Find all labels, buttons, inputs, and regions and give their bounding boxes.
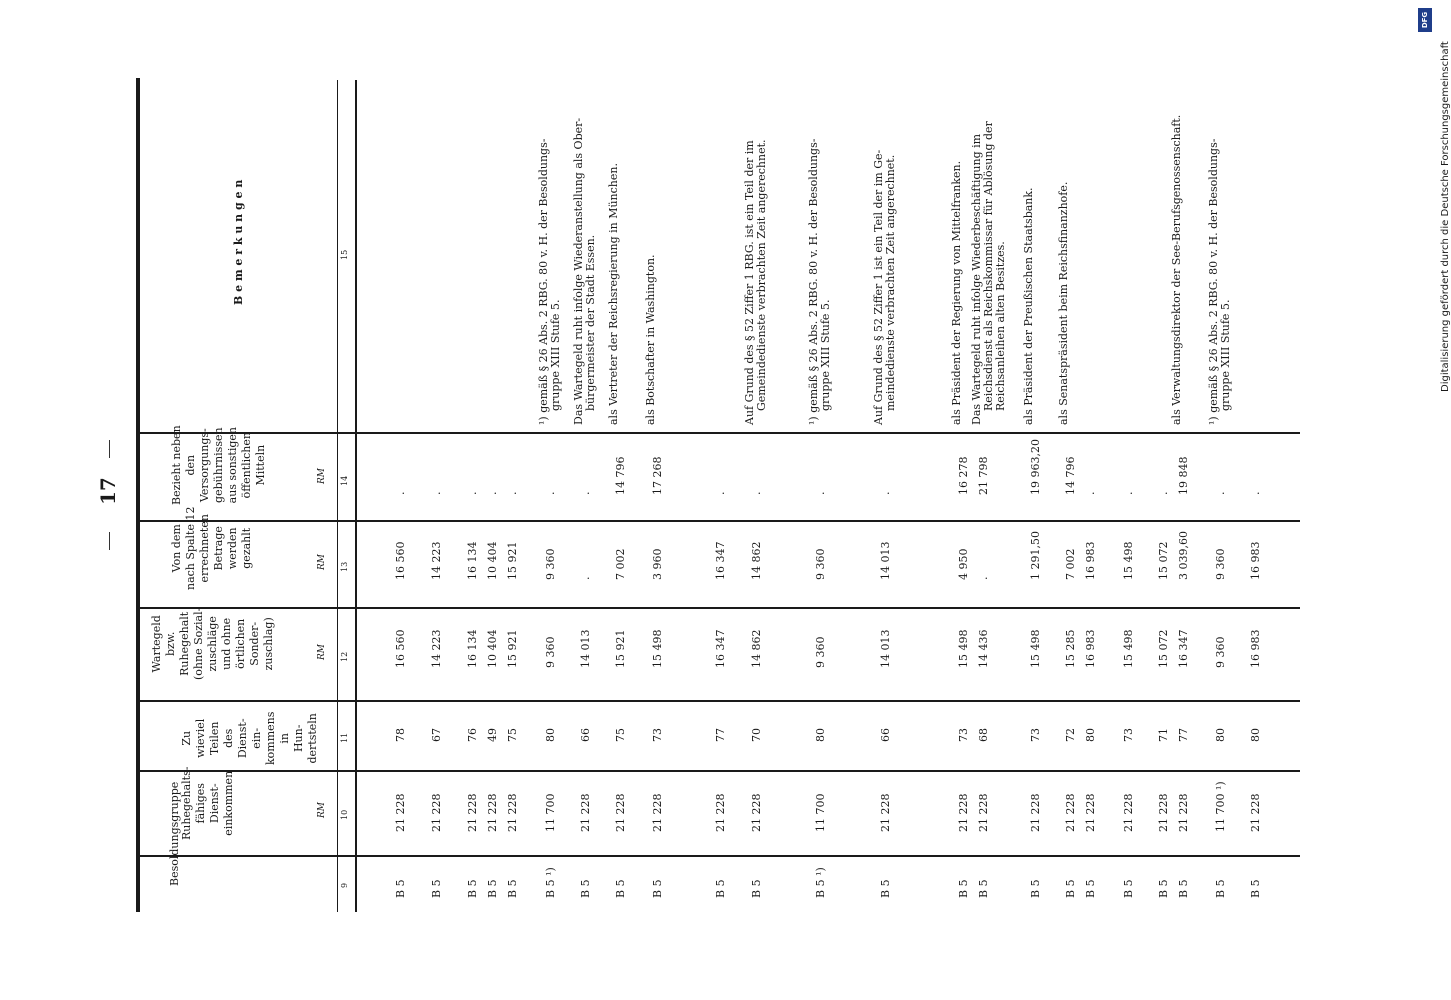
cell-gezahlt: 9 360 (1214, 548, 1227, 580)
column-separator (140, 607, 1300, 609)
cell-hundertsteln: 75 (506, 728, 519, 742)
cell-sonstige-mittel: 16 278 (957, 456, 970, 495)
header-sonstige-mittel: Bezieht neben den Versorgungs- gebührnissen aus sonstigen öffentlichen Mitteln (170, 425, 267, 505)
cell-dienst-einkommen: 21 228 (651, 793, 664, 832)
cell-bemerkung: ¹) gemäß § 26 Abs. 2 RBG. 80 v. H. der Besoldungs- gruppe XIII Stufe 5. (537, 138, 562, 425)
cell-wartegeld: 15 921 (614, 629, 627, 668)
cell-sonstige-mittel: . (879, 491, 892, 495)
cell-besoldungsgruppe: B 5 (1029, 879, 1042, 898)
cell-besoldungsgruppe: B 5 (1157, 879, 1170, 898)
column-number-13: 13 (340, 561, 349, 572)
cell-sonstige-mittel: . (714, 491, 727, 495)
cell-bemerkung: als Verwaltungsdirektor der See-Berufsgenossenschaft. (1170, 114, 1183, 425)
cell-bemerkung: Das Wartegeld ruht infolge Wiederbeschäftigung im Reichsdienst als Reichskommissar für Ablösung der Reichsanleihen alten Besitzes. (970, 121, 1007, 425)
cell-sonstige-mittel: . (579, 491, 592, 495)
column-number-15: 15 (340, 249, 349, 260)
cell-dienst-einkommen: 21 228 (1177, 793, 1190, 832)
cell-besoldungsgruppe: B 5 ¹) (814, 867, 827, 898)
cell-sonstige-mittel: . (750, 491, 763, 495)
cell-dienst-einkommen: 11 700 (544, 793, 557, 832)
cell-hundertsteln: 49 (486, 728, 499, 742)
cell-sonstige-mittel: 19 848 (1177, 456, 1190, 495)
cell-gezahlt: 16 983 (1249, 541, 1262, 580)
header-gezahlt: Von dem nach Spalte 12 errechneten Betrage werden gezahlt (170, 506, 253, 590)
cell-hundertsteln: 77 (714, 728, 727, 742)
cell-dienst-einkommen: 21 228 (394, 793, 407, 832)
cell-hundertsteln: 73 (1029, 728, 1042, 742)
cell-wartegeld: 16 134 (466, 629, 479, 668)
cell-sonstige-mittel: . (466, 491, 479, 495)
cell-dienst-einkommen: 21 228 (506, 793, 519, 832)
cell-gezahlt: 3 039,60 (1177, 531, 1190, 580)
column-number-10: 10 (340, 809, 349, 820)
header-besoldungsgruppe: Besoldungsgruppe (168, 781, 181, 886)
column-separator (140, 432, 1300, 434)
cell-sonstige-mittel: . (506, 491, 519, 495)
cell-wartegeld: 14 223 (430, 629, 443, 668)
cell-bemerkung: Auf Grund des § 52 Ziffer 1 RBG. ist ein Teil der im Gemeindedienste verbrachten Zeit angerechnet. (743, 139, 768, 425)
cell-bemerkung: ¹) gemäß § 26 Abs. 2 RBG. 80 v. H. der Besoldungs- gruppe XIII Stufe 5. (1207, 138, 1232, 425)
cell-gezahlt: 14 862 (750, 541, 763, 580)
cell-gezahlt: 7 002 (1064, 548, 1077, 580)
cell-dienst-einkommen: 21 228 (466, 793, 479, 832)
cell-gezahlt: 7 002 (614, 548, 627, 580)
cell-dienst-einkommen: 21 228 (1084, 793, 1097, 832)
cell-bemerkung: Das Wartegeld ruht infolge Wiederanstellung als Ober- bürgermeister der Stadt Essen. (572, 117, 597, 425)
cell-besoldungsgruppe: B 5 (1064, 879, 1077, 898)
cell-gezahlt: 1 291,50 (1029, 531, 1042, 580)
page-number-dash-bottom (109, 532, 110, 550)
cell-besoldungsgruppe: B 5 (506, 879, 519, 898)
cell-besoldungsgruppe: B 5 (977, 879, 990, 898)
column-separator (140, 770, 1300, 772)
cell-hundertsteln: 71 (1157, 728, 1170, 742)
cell-wartegeld: 14 862 (750, 629, 763, 668)
column-separator (140, 700, 1300, 702)
cell-gezahlt: 9 360 (544, 548, 557, 580)
cell-besoldungsgruppe: B 5 (1249, 879, 1262, 898)
cell-besoldungsgruppe: B 5 (714, 879, 727, 898)
cell-wartegeld: 15 921 (506, 629, 519, 668)
cell-hundertsteln: 73 (957, 728, 970, 742)
cell-gezahlt: 16 983 (1084, 541, 1097, 580)
cell-gezahlt: 14 013 (879, 541, 892, 580)
cell-wartegeld: 15 285 (1064, 629, 1077, 668)
cell-besoldungsgruppe: B 5 (1214, 879, 1227, 898)
unit-col10: RM (317, 802, 327, 818)
cell-besoldungsgruppe: B 5 (750, 879, 763, 898)
cell-dienst-einkommen: 21 228 (1122, 793, 1135, 832)
cell-dienst-einkommen: 11 700 ¹) (1214, 781, 1227, 832)
cell-dienst-einkommen: 21 228 (1157, 793, 1170, 832)
cell-wartegeld: 16 983 (1084, 629, 1097, 668)
unit-col14: RM (317, 468, 327, 484)
cell-sonstige-mittel: . (1157, 491, 1170, 495)
cell-gezahlt: 15 498 (1122, 541, 1135, 580)
dfg-logo: DFG (1418, 8, 1432, 32)
cell-besoldungsgruppe: B 5 (486, 879, 499, 898)
cell-bemerkung: als Vertreter der Reichsregierung in München. (607, 163, 620, 425)
column-number-11: 11 (340, 732, 349, 743)
cell-hundertsteln: 68 (977, 728, 990, 742)
cell-besoldungsgruppe: B 5 (614, 879, 627, 898)
cell-dienst-einkommen: 21 228 (430, 793, 443, 832)
cell-bemerkung: als Senatspräsident beim Reichsfinanzhofe. (1057, 181, 1070, 425)
column-separator (140, 520, 1300, 522)
cell-sonstige-mittel: 19 963,20 (1029, 439, 1042, 495)
cell-wartegeld: 10 404 (486, 629, 499, 668)
cell-wartegeld: 16 983 (1249, 629, 1262, 668)
cell-sonstige-mittel: 14 796 (1064, 456, 1077, 495)
cell-besoldungsgruppe: B 5 (1084, 879, 1097, 898)
cell-wartegeld: 16 560 (394, 629, 407, 668)
cell-hundertsteln: 80 (1084, 728, 1097, 742)
cell-bemerkung: als Präsident der Regierung von Mittelfranken. (950, 160, 963, 425)
header-bemerkungen: B e m e r k u n g e n (232, 179, 245, 305)
cell-wartegeld: 14 436 (977, 629, 990, 668)
header-dienst-einkommen: Ruhegehalts- fähiges Dienst- einkommen (180, 766, 235, 840)
cell-wartegeld: 15 498 (651, 629, 664, 668)
cell-dienst-einkommen: 21 228 (957, 793, 970, 832)
header-hundertsteln: Zu wieviel Teilen des Dienst- ein- kommens in Hun- dertsteln (180, 711, 319, 765)
cell-gezahlt: 3 960 (651, 548, 664, 580)
cell-hundertsteln: 70 (750, 728, 763, 742)
cell-dienst-einkommen: 21 228 (614, 793, 627, 832)
cell-bemerkung: als Botschafter in Washington. (644, 254, 657, 425)
cell-sonstige-mittel: 21 798 (977, 456, 990, 495)
unit-col12: RM (317, 644, 327, 660)
cell-dienst-einkommen: 21 228 (1064, 793, 1077, 832)
cell-besoldungsgruppe: B 5 (466, 879, 479, 898)
cell-hundertsteln: 75 (614, 728, 627, 742)
cell-sonstige-mittel: . (1214, 491, 1227, 495)
column-number-14: 14 (340, 475, 349, 486)
cell-wartegeld: 9 360 (544, 636, 557, 668)
page-number: 17 (96, 477, 120, 505)
cell-hundertsteln: 66 (579, 728, 592, 742)
cell-sonstige-mittel: . (544, 491, 557, 495)
cell-wartegeld: 15 498 (957, 629, 970, 668)
cell-besoldungsgruppe: B 5 (1177, 879, 1190, 898)
cell-gezahlt: 16 134 (466, 541, 479, 580)
cell-gezahlt: 10 404 (486, 541, 499, 580)
cell-sonstige-mittel: . (1084, 491, 1097, 495)
cell-dienst-einkommen: 21 228 (977, 793, 990, 832)
cell-gezahlt: 16 347 (714, 541, 727, 580)
column-separator (140, 855, 1300, 857)
cell-bemerkung: ¹) gemäß § 26 Abs. 2 RBG. 80 v. H. der Besoldungs- gruppe XIII Stufe 5. (807, 138, 832, 425)
cell-dienst-einkommen: 21 228 (1249, 793, 1262, 832)
cell-sonstige-mittel: . (486, 491, 499, 495)
cell-wartegeld: 9 360 (814, 636, 827, 668)
cell-besoldungsgruppe: B 5 (579, 879, 592, 898)
cell-sonstige-mittel: . (1249, 491, 1262, 495)
cell-besoldungsgruppe: B 5 (879, 879, 892, 898)
column-number-9: 9 (340, 882, 349, 888)
cell-hundertsteln: 73 (651, 728, 664, 742)
cell-gezahlt: 9 360 (814, 548, 827, 580)
header-number-divider (337, 80, 338, 912)
cell-gezahlt: . (977, 576, 990, 580)
cell-wartegeld: 14 013 (879, 629, 892, 668)
cell-sonstige-mittel: 14 796 (614, 456, 627, 495)
cell-dienst-einkommen: 21 228 (879, 793, 892, 832)
cell-besoldungsgruppe: B 5 ¹) (544, 867, 557, 898)
cell-hundertsteln: 80 (1249, 728, 1262, 742)
cell-hundertsteln: 67 (430, 728, 443, 742)
cell-dienst-einkommen: 21 228 (714, 793, 727, 832)
cell-gezahlt: 16 560 (394, 541, 407, 580)
cell-gezahlt: 15 921 (506, 541, 519, 580)
cell-hundertsteln: 73 (1122, 728, 1135, 742)
cell-hundertsteln: 78 (394, 728, 407, 742)
cell-hundertsteln: 66 (879, 728, 892, 742)
column-number-12: 12 (340, 651, 349, 662)
digitization-credit: Digitalisierung gefördert durch die Deutsche Forschungsgemeinschaft (1440, 41, 1451, 392)
cell-wartegeld: 16 347 (714, 629, 727, 668)
cell-hundertsteln: 80 (814, 728, 827, 742)
cell-sonstige-mittel: . (394, 491, 407, 495)
cell-gezahlt: . (579, 576, 592, 580)
cell-wartegeld: 15 498 (1029, 629, 1042, 668)
cell-wartegeld: 14 013 (579, 629, 592, 668)
cell-sonstige-mittel: . (430, 491, 443, 495)
cell-bemerkung: Auf Grund des § 52 Ziffer 1 ist ein Teil der im Ge- meindedienste verbrachten Zeit angerechnet. (872, 149, 897, 425)
header-wartegeld: Wartegeld bzw. Ruhegehalt (ohne Sozial- zuschläge und ohne örtlichen Sonder- zuschlag) (150, 607, 275, 680)
cell-dienst-einkommen: 11 700 (814, 793, 827, 832)
cell-wartegeld: 16 347 (1177, 629, 1190, 668)
cell-gezahlt: 14 223 (430, 541, 443, 580)
cell-besoldungsgruppe: B 5 (394, 879, 407, 898)
cell-sonstige-mittel: . (814, 491, 827, 495)
cell-dienst-einkommen: 21 228 (1029, 793, 1042, 832)
cell-hundertsteln: 77 (1177, 728, 1190, 742)
cell-sonstige-mittel: . (1122, 491, 1135, 495)
cell-besoldungsgruppe: B 5 (651, 879, 664, 898)
cell-hundertsteln: 80 (544, 728, 557, 742)
cell-hundertsteln: 80 (1214, 728, 1227, 742)
cell-sonstige-mittel: 17 268 (651, 456, 664, 495)
cell-wartegeld: 9 360 (1214, 636, 1227, 668)
unit-col13: RM (317, 554, 327, 570)
cell-besoldungsgruppe: B 5 (1122, 879, 1135, 898)
cell-wartegeld: 15 498 (1122, 629, 1135, 668)
table-border-top (136, 78, 140, 912)
cell-dienst-einkommen: 21 228 (750, 793, 763, 832)
cell-gezahlt: 15 072 (1157, 541, 1170, 580)
cell-gezahlt: 4 950 (957, 548, 970, 580)
header-divider (355, 80, 357, 912)
cell-dienst-einkommen: 21 228 (579, 793, 592, 832)
cell-hundertsteln: 76 (466, 728, 479, 742)
cell-hundertsteln: 72 (1064, 728, 1077, 742)
cell-wartegeld: 15 072 (1157, 629, 1170, 668)
cell-dienst-einkommen: 21 228 (486, 793, 499, 832)
cell-besoldungsgruppe: B 5 (957, 879, 970, 898)
page-number-dash-top (109, 440, 110, 458)
cell-bemerkung: als Präsident der Preußischen Staatsbank. (1022, 187, 1035, 425)
cell-besoldungsgruppe: B 5 (430, 879, 443, 898)
